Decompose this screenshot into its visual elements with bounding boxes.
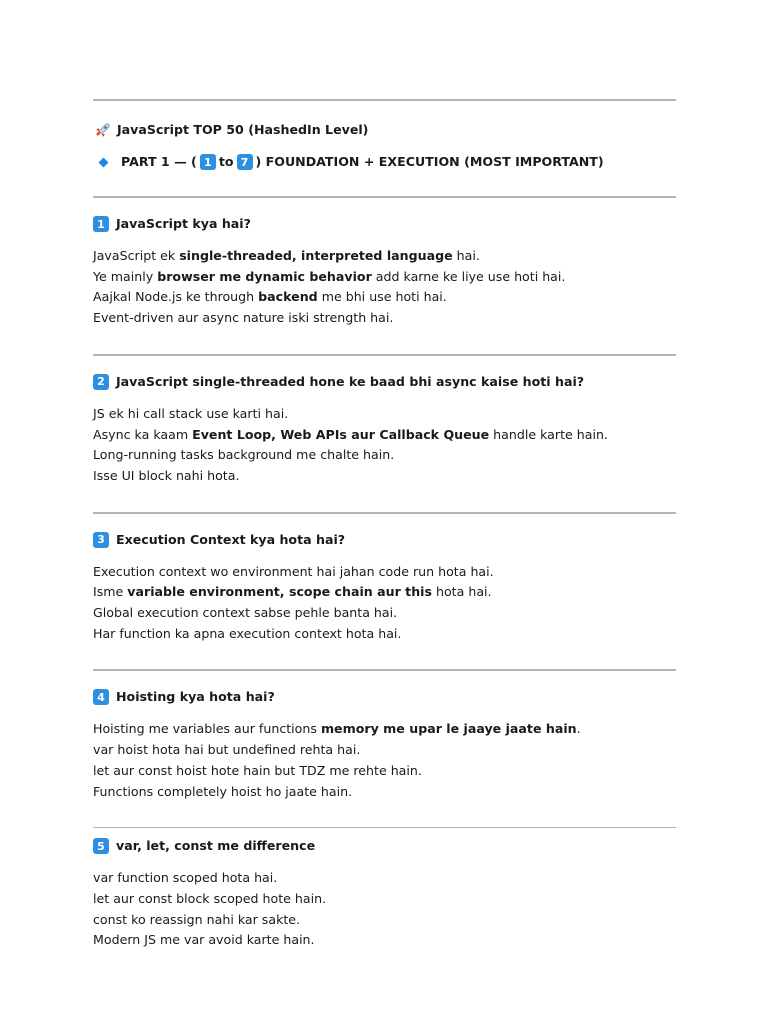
document-header <box>93 101 676 170</box>
answer-line-text: Har function ka apna execution context hota hai. <box>93 625 402 641</box>
answer-line-text: Hoisting me variables aur functions <box>93 721 321 737</box>
answer-line-text: Async ka kaam <box>93 426 193 442</box>
answer-line-text: let aur const block scoped hote hain. <box>93 890 327 906</box>
answer-body <box>93 404 676 487</box>
answer-line-text: var function scoped hota hai. <box>93 870 278 886</box>
document-page <box>93 99 676 951</box>
answer-line <box>93 740 676 761</box>
answer-line-bold: backend <box>258 289 318 305</box>
qa-section <box>93 356 676 487</box>
answer-line-text: JavaScript ek <box>93 248 180 263</box>
answer-line-text: JS ek hi call stack use karti hai. <box>93 405 289 421</box>
answer-line-text: handle karte hain. <box>489 426 608 442</box>
answer-line <box>93 889 676 910</box>
answer-line <box>93 719 676 740</box>
answer-line-text: add karne ke liye use hoti hai. <box>371 268 566 284</box>
answer-line-text: Execution context wo environment hai jahan code run hota hai. <box>93 563 494 579</box>
answer-line-bold: browser me dynamic behavior <box>157 268 372 284</box>
document-title-row <box>93 122 676 138</box>
answer-line <box>93 246 676 267</box>
question-heading <box>93 532 676 548</box>
answer-line-text: me bhi use hoti hai. <box>317 289 447 305</box>
part-heading-mid: to <box>218 154 234 169</box>
question-text: Execution Context kya hota hai? <box>116 531 346 547</box>
answer-line <box>93 910 676 931</box>
answer-line <box>93 782 676 803</box>
qa-section <box>93 828 676 951</box>
answer-line-text: Event-driven aur async nature iski strength hai. <box>93 310 394 326</box>
answer-line-bold: Event Loop, Web APIs aur Callback Queue <box>192 426 490 442</box>
answer-line <box>93 404 676 425</box>
answer-line-text: const ko reassign nahi kar sakte. <box>93 911 301 927</box>
answer-body <box>93 246 676 329</box>
question-text: JavaScript kya hai? <box>116 216 251 231</box>
answer-line <box>93 603 676 624</box>
answer-line <box>93 930 676 951</box>
blue-diamond-icon <box>99 157 109 167</box>
keycap-number-icon: 1 <box>93 216 109 232</box>
answer-line-text: Modern JS me var avoid karte hain. <box>93 932 315 948</box>
answer-line <box>93 267 676 288</box>
answer-line-text: hai. <box>452 248 480 263</box>
keycap-number-icon: 3 <box>93 532 109 548</box>
part-heading-prefix: PART 1 — ( <box>121 154 197 169</box>
question-heading <box>93 216 676 232</box>
qa-section <box>93 671 676 802</box>
question-heading <box>93 838 676 854</box>
answer-line-bold: single-threaded, interpreted language <box>179 248 453 263</box>
keycap-number-icon: 5 <box>93 838 109 854</box>
answer-line-bold: variable environment, scope chain aur this <box>127 584 432 600</box>
answer-line <box>93 466 676 487</box>
answer-line <box>93 868 676 889</box>
question-text: JavaScript single-threaded hone ke baad bhi async kaise hoti hai? <box>116 373 585 389</box>
keycap-number-icon: 4 <box>93 689 109 705</box>
rocket-icon <box>93 123 111 137</box>
answer-line-text: Global execution context sabse pehle banta hai. <box>93 605 398 621</box>
answer-line-text: let aur const hoist hote hain but TDZ me rehte hain. <box>93 762 422 778</box>
question-heading <box>93 374 676 390</box>
qa-section <box>93 198 676 329</box>
answer-line-text: Aajkal Node.js ke through <box>93 289 259 305</box>
answer-line <box>93 624 676 645</box>
answer-line <box>93 582 676 603</box>
qa-section <box>93 514 676 645</box>
part-heading <box>93 154 676 170</box>
answer-body <box>93 562 676 645</box>
answer-line-text: Isse UI block nahi hota. <box>93 467 240 483</box>
question-text: var, let, const me difference <box>116 838 316 854</box>
question-text: Hoisting kya hota hai? <box>116 689 275 705</box>
answer-line <box>93 287 676 308</box>
answer-line <box>93 761 676 782</box>
answer-line-text: Long-running tasks background me chalte hain. <box>93 447 395 463</box>
part-heading-suffix: ) FOUNDATION + EXECUTION (MOST IMPORTANT) <box>255 154 604 169</box>
answer-line-bold: memory me upar le jaaye jaate hain <box>320 721 577 737</box>
sections-list <box>93 196 676 951</box>
answer-line-text: Functions completely hoist ho jaate hain. <box>93 783 353 799</box>
question-heading <box>93 689 676 705</box>
answer-line-text: Ye mainly <box>93 268 158 284</box>
answer-line-text: Isme <box>93 584 128 600</box>
keycap-1-icon: 1 <box>200 154 216 170</box>
answer-line-text: . <box>576 721 581 737</box>
answer-line-text: var hoist hota hai but undefined rehta hai. <box>93 742 361 758</box>
answer-line-text: hota hai. <box>431 584 492 600</box>
answer-body <box>93 868 676 951</box>
document-title: JavaScript TOP 50 (HashedIn Level) <box>117 122 369 137</box>
answer-line <box>93 425 676 446</box>
answer-line <box>93 445 676 466</box>
answer-body <box>93 719 676 802</box>
keycap-7-icon: 7 <box>237 154 253 170</box>
keycap-number-icon: 2 <box>93 374 109 390</box>
answer-line <box>93 308 676 329</box>
answer-line <box>93 562 676 583</box>
